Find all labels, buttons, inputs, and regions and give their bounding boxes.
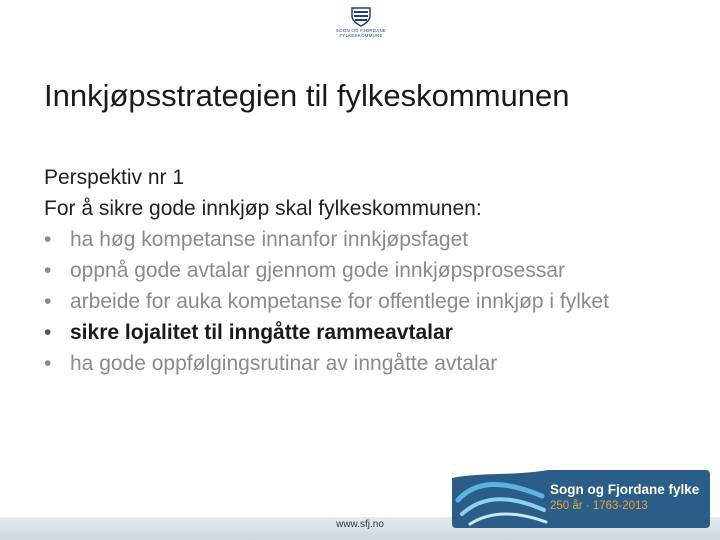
bullet-text: oppnå gode avtalar gjennom gode innkjøpsprosessar: [70, 259, 565, 282]
bullet-text: ha høg kompetanse innanfor innkjøpsfaget: [70, 228, 469, 251]
wave-swoosh-icon: [452, 470, 548, 528]
list-item: [44, 224, 684, 255]
brand-badge: [452, 470, 710, 528]
website-link[interactable]: www.sfj.no: [336, 519, 384, 530]
bullet-text: sikre lojalitet til inngåtte rammeavtalar: [70, 321, 453, 344]
intro-line: For å sikre gode innkjøp skal fylkeskommunen:: [44, 197, 482, 220]
brand-wordmark: [550, 482, 699, 512]
brand-tagline: 250 år · 1763-2013: [550, 500, 648, 512]
bullet-glyph: •: [44, 352, 52, 375]
list-item: [44, 286, 684, 317]
bullet-text: arbeide for auka kompetanse for offentlege innkjøp i fylket: [70, 290, 609, 313]
logo-line-2: FYLKESKOMMUNE: [339, 33, 383, 38]
list-item: [44, 255, 684, 286]
bullet-glyph: •: [44, 290, 52, 313]
county-shield-icon: [350, 6, 372, 28]
bullet-text: ha gode oppfølgingsrutinar av inngåtte avtalar: [70, 352, 498, 375]
header-logo: [330, 6, 392, 48]
bullet-glyph: •: [44, 321, 52, 344]
list-item: [44, 348, 684, 379]
slide-body: [44, 162, 684, 379]
bullet-list: [44, 224, 684, 379]
slide-title: Innkjøpsstrategien til fylkeskommunen: [44, 78, 570, 113]
bullet-glyph: •: [44, 259, 52, 282]
list-item-emphasized: [44, 317, 684, 348]
brand-name: Sogn og Fjordane fylke: [550, 482, 700, 497]
bullet-glyph: •: [44, 228, 52, 251]
logo-line-1: SOGN OG FJORDANE: [335, 28, 387, 33]
perspective-line: Perspektiv nr 1: [44, 166, 185, 189]
